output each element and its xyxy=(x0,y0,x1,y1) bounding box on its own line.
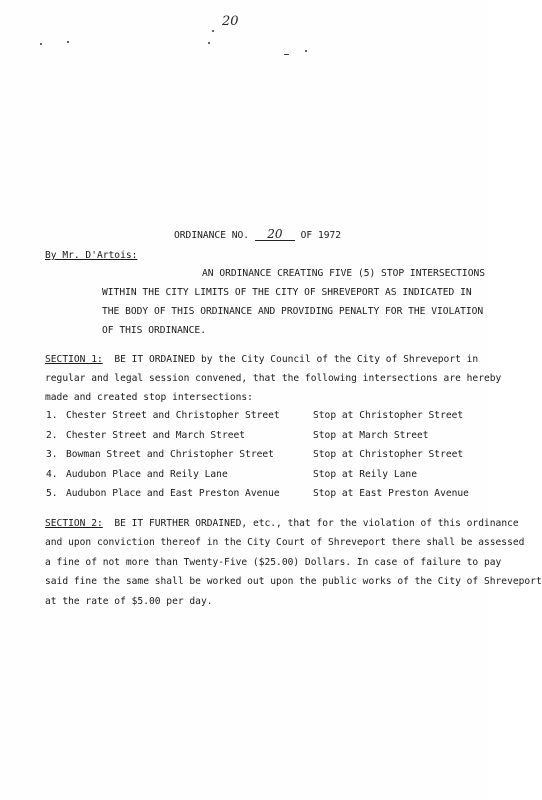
section-1-line: made and created stop intersections: xyxy=(45,392,253,403)
intersection-number: 4. xyxy=(46,469,58,480)
scan-speck xyxy=(67,41,69,43)
preamble-line: AN ORDINANCE CREATING FIVE (5) STOP INTERSECTIONS xyxy=(202,268,486,279)
section-1-heading: SECTION 1: xyxy=(45,354,103,365)
scan-speck xyxy=(208,42,210,44)
section-2-line: a fine of not more than Twenty-Five ($25.00) Dollars. In case of failure to pay xyxy=(45,557,502,568)
section-1-text: BE IT ORDAINED by the City Council of the City of Shreveport in xyxy=(114,354,479,365)
section-1-line xyxy=(45,354,478,366)
ordinance-label: ORDINANCE NO. xyxy=(174,230,250,241)
section-2-line: said fine the same shall be worked out upon the public works of the City of Shreveport xyxy=(45,576,542,587)
intersection-streets: Chester Street and March Street xyxy=(66,430,246,441)
intersection-streets: Audubon Place and Reily Lane xyxy=(66,469,228,480)
section-2-line: at the rate of $5.00 per day. xyxy=(45,596,213,607)
preamble-line: WITHIN THE CITY LIMITS OF THE CITY OF SHREVEPORT AS INDICATED IN xyxy=(102,287,472,298)
intersection-number: 5. xyxy=(46,488,58,499)
handwritten-page-number: 20 xyxy=(222,14,239,29)
intersection-stop: Stop at Reily Lane xyxy=(313,469,417,480)
intersection-streets: Chester Street and Christopher Street xyxy=(66,410,280,421)
intersection-number: 1. xyxy=(46,410,58,421)
scan-speck xyxy=(40,43,42,45)
section-2-text: BE IT FURTHER ORDAINED, etc., that for the violation of this ordinance xyxy=(114,518,519,529)
preamble-line: THE BODY OF THIS ORDINANCE AND PROVIDING PENALTY FOR THE VIOLATION xyxy=(102,306,484,317)
ordinance-year: OF 1972 xyxy=(300,230,342,241)
ordinance-number: 20 xyxy=(255,229,295,241)
scan-speck xyxy=(212,30,214,32)
section-1-line: regular and legal session convened, that the following intersections are hereby xyxy=(45,373,502,384)
intersection-stop: Stop at Christopher Street xyxy=(313,449,464,460)
author-line: By Mr. D'Artois: xyxy=(45,250,138,261)
scan-speck xyxy=(284,54,289,55)
ordinance-title xyxy=(174,229,341,242)
section-2-line: and upon conviction thereof in the City Court of Shreveport there shall be assessed xyxy=(45,537,525,548)
intersection-stop: Stop at East Preston Avenue xyxy=(313,488,469,499)
preamble-line: OF THIS ORDINANCE. xyxy=(102,325,206,336)
intersection-stop: Stop at March Street xyxy=(313,430,429,441)
section-2-heading: SECTION 2: xyxy=(45,518,103,529)
intersection-number: 3. xyxy=(46,449,58,460)
intersection-streets: Audubon Place and East Preston Avenue xyxy=(66,488,280,499)
section-2-line xyxy=(45,518,519,530)
intersection-stop: Stop at Christopher Street xyxy=(313,410,464,421)
scan-speck xyxy=(305,50,307,52)
intersection-number: 2. xyxy=(46,430,58,441)
intersection-streets: Bowman Street and Christopher Street xyxy=(66,449,274,460)
